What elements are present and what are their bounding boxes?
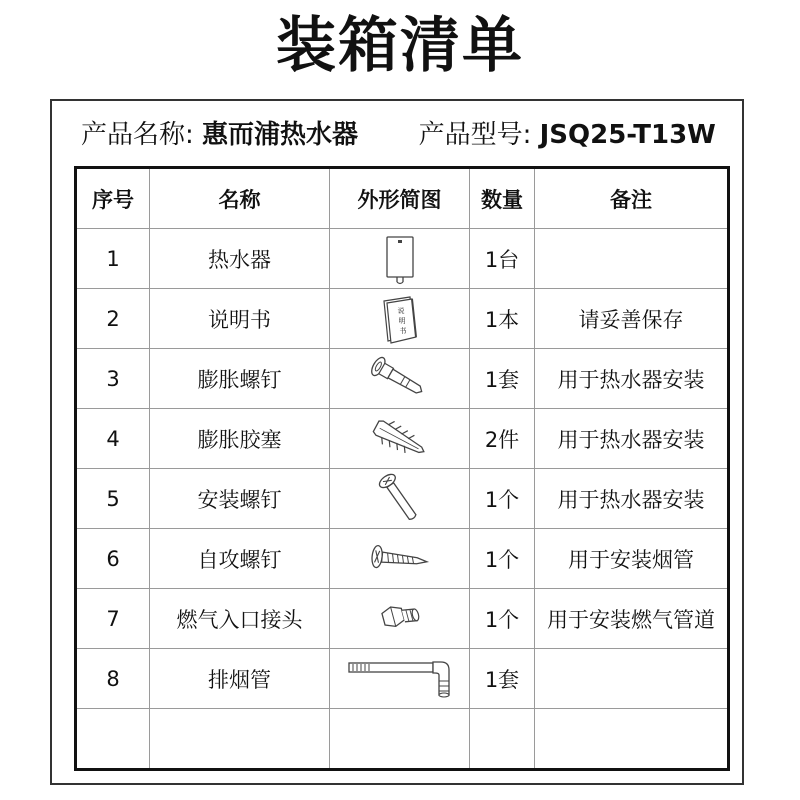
table-row	[76, 469, 729, 529]
cell-remarks: 用于热水器安装	[535, 409, 729, 469]
cell-quantity: 1套	[470, 649, 535, 709]
cell-quantity: 2件	[470, 409, 535, 469]
product-name-label: 产品名称:	[81, 120, 194, 150]
cell-remarks	[535, 649, 729, 709]
manual-booklet-icon	[370, 291, 430, 347]
exhaust-pipe-icon	[335, 651, 465, 707]
cell-name: 热水器	[150, 229, 330, 289]
expansion-bolt-icon	[363, 351, 437, 407]
cell-remarks: 用于热水器安装	[535, 469, 729, 529]
gas-inlet-fitting-icon	[370, 591, 430, 647]
booklet-label-2: 明	[398, 316, 405, 325]
cell-name: 自攻螺钉	[150, 529, 330, 589]
cell-number: 4	[76, 409, 150, 469]
table-row	[76, 349, 729, 409]
cell-remarks: 用于安装烟管	[535, 529, 729, 589]
cell-number: 8	[76, 649, 150, 709]
cell-number	[76, 709, 150, 770]
cell-remarks: 用于热水器安装	[535, 349, 729, 409]
cell-quantity: 1套	[470, 349, 535, 409]
cell-name: 膨胀胶塞	[150, 409, 330, 469]
product-model-value: JSQ25-T13W	[539, 120, 716, 150]
product-model-label: 产品型号:	[418, 120, 532, 150]
table-row	[76, 229, 729, 289]
header-sketch: 外形简图	[330, 168, 470, 229]
cell-name: 排烟管	[150, 649, 330, 709]
cell-sketch	[330, 709, 470, 770]
cell-quantity: 1本	[470, 289, 535, 349]
header-quantity: 数量	[470, 168, 535, 229]
cell-quantity	[470, 709, 535, 770]
table-row	[76, 709, 729, 770]
packing-list-table	[74, 166, 730, 771]
header-remarks: 备注	[535, 168, 729, 229]
water-heater-icon	[370, 231, 430, 287]
cell-name	[150, 709, 330, 770]
cell-number: 6	[76, 529, 150, 589]
cell-remarks: 请妥善保存	[535, 289, 729, 349]
cell-name: 说明书	[150, 289, 330, 349]
cell-number: 7	[76, 589, 150, 649]
self-tapping-screw-icon	[367, 531, 433, 587]
table-header-row	[76, 168, 729, 229]
booklet-label-3: 书	[399, 326, 406, 335]
mounting-screw-icon	[370, 471, 430, 527]
header-number: 序号	[76, 168, 150, 229]
table-row	[76, 289, 729, 349]
product-info	[81, 112, 716, 158]
cell-quantity: 1台	[470, 229, 535, 289]
cell-name: 膨胀螺钉	[150, 349, 330, 409]
table-row	[76, 529, 729, 589]
cell-remarks	[535, 229, 729, 289]
cell-number: 1	[76, 229, 150, 289]
table-row	[76, 649, 729, 709]
cell-name: 燃气入口接头	[150, 589, 330, 649]
cell-number: 2	[76, 289, 150, 349]
cell-name: 安装螺钉	[150, 469, 330, 529]
cell-quantity: 1个	[470, 469, 535, 529]
cell-remarks	[535, 709, 729, 770]
booklet-label-1: 说	[397, 306, 404, 315]
cell-remarks: 用于安装燃气管道	[535, 589, 729, 649]
product-name-value: 惠而浦热水器	[202, 120, 359, 150]
cell-quantity: 1个	[470, 529, 535, 589]
table-row	[76, 409, 729, 469]
cell-quantity: 1个	[470, 589, 535, 649]
cell-number: 3	[76, 349, 150, 409]
page-title: 装箱清单	[276, 11, 524, 81]
cell-number: 5	[76, 469, 150, 529]
table-row	[76, 589, 729, 649]
wall-plug-icon	[363, 411, 437, 467]
header-name: 名称	[150, 168, 330, 229]
